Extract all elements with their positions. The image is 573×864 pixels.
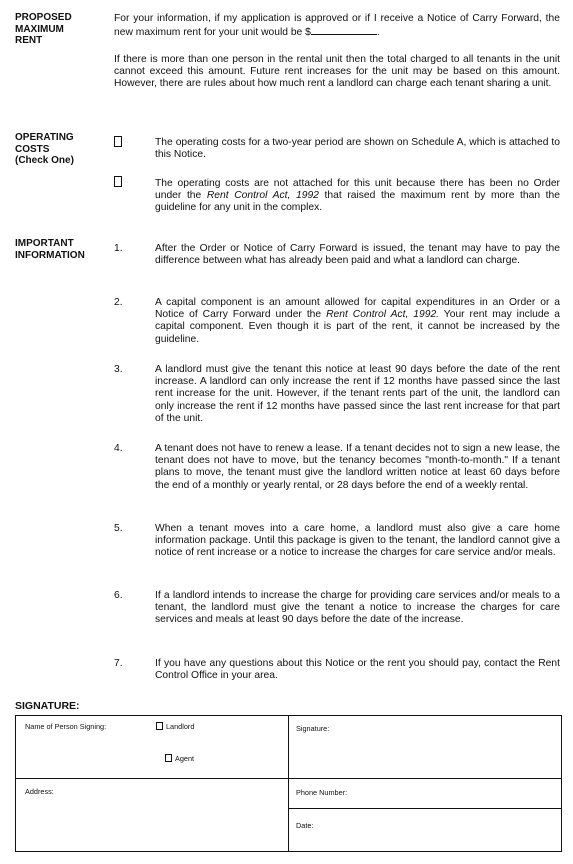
item-number: 1. [114, 243, 123, 254]
item-number: 7. [114, 658, 123, 669]
item-number: 2. [114, 297, 123, 308]
info-item-4: A tenant does not have to renew a lease. If a tenant decides not to sign a new lease, the tenant does not have to move, but the tenancy becomes "month-to-month." If a tenant plans to move, the tenant must give the landlord written notice at least 60 days before the end of a monthly or yearly rental, or 28 days before the end of a weekly rental. [155, 443, 560, 491]
not-attached-checkbox[interactable] [114, 176, 122, 187]
schedule-a-checkbox[interactable] [114, 136, 122, 147]
info-item-5: When a tenant moves into a care home, a landlord must also give a care home information package. Until this package is given to the tenant, the landlord cannot give a notice of rent increase or a notice to increase the charges for care service and/or meals. [155, 523, 560, 559]
operating-option-1-text: The operating costs for a two-year period are shown on Schedule A, which is attached to this Notice. [155, 137, 560, 161]
signature-field-label[interactable]: Signature: [296, 724, 330, 733]
act-title: Rent Control Act, 1992. [326, 309, 440, 321]
option-2-text-b: that raised the maximum rent by more than the guideline for any unit in the complex. [155, 190, 560, 214]
name-signing-label: Name of Person Signing: [25, 722, 107, 731]
item-2-text-a: A capital component is an amount allowed for capital expenditures in an Order or a Notice of Carry Forward under the [155, 297, 560, 321]
operating-costs-label [15, 132, 74, 167]
multi-tenant-paragraph: If there is more than one person in the rental unit then the total charged to all tenants in the unit cannot exceed this amount. Future rent increases for the unit may be based on this amount. However, there are rules about how much rent a landlord can charge each tenant sharing a unit. [114, 54, 560, 90]
signature-table [15, 715, 562, 852]
agent-option[interactable] [165, 754, 194, 763]
label-line: RENT [15, 35, 43, 46]
check-one-label: (Check One) [15, 155, 74, 166]
info-item-2 [155, 297, 560, 346]
option-2-text-a: The operating costs are not attached for this unit because there has been no Order under the [155, 178, 560, 202]
label-line: INFORMATION [15, 249, 85, 261]
proposed-rent-amount-blank[interactable] [311, 25, 377, 35]
info-item-3: A landlord must give the tenant this notice at least 90 days before the date of the rent increase. A landlord can only increase the rent if 12 months have passed since the last rent increase for the unit. However, if the tenant rents part of the unit, the landlord can only increase the rent if 12 months have passed since the last rent increase for that part of the unit. [155, 364, 560, 424]
phone-field-label[interactable]: Phone Number: [296, 788, 348, 797]
info-item-7: If you have any questions about this Notice or the rent you should pay, contact the Rent Control Office in your area. [155, 658, 560, 682]
agent-checkbox[interactable] [165, 754, 172, 762]
act-title: Rent Control Act, 1992 [206, 190, 319, 202]
date-field-label[interactable]: Date: [296, 821, 314, 830]
label-line: IMPORTANT [15, 238, 74, 249]
item-number: 6. [114, 590, 123, 601]
landlord-checkbox[interactable] [156, 722, 163, 730]
label-line: PROPOSED [15, 12, 72, 23]
item-number: 3. [114, 364, 123, 375]
item-number: 4. [114, 443, 123, 454]
phone-date-divider [288, 808, 562, 809]
agent-label: Agent [175, 754, 195, 763]
operating-option-2-text [155, 178, 560, 215]
item-number: 5. [114, 523, 123, 534]
label-line: MAXIMUM [15, 23, 64, 35]
address-field-label[interactable]: Address: [25, 787, 54, 796]
column-divider [288, 716, 289, 851]
proposed-rent-period: . [376, 27, 380, 39]
landlord-label: Landlord [166, 722, 195, 731]
info-item-6: If a landlord intends to increase the charge for providing care services and/or meals to a tenant, the landlord must give the tenant a notice to increase the charges for care services and meals at least 90 days before the date of the increase. [155, 590, 560, 626]
signature-heading: SIGNATURE: [15, 700, 80, 712]
info-item-1: After the Order or Notice of Carry Forward is issued, the tenant may have to pay the difference between what has already been paid and what a landlord can charge. [155, 243, 560, 267]
proposed-rent-paragraph [114, 13, 560, 39]
proposed-rent-text: For your information, if my application is approved or if I receive a Notice of Carry Forward, the new maximum rent for your unit would be $ [114, 13, 560, 39]
label-line: COSTS [15, 143, 50, 155]
row-divider [16, 778, 561, 779]
landlord-option[interactable] [156, 722, 194, 731]
label-line: OPERATING [15, 132, 74, 143]
proposed-max-rent-label [15, 12, 72, 47]
item-2-text-b: Your rent may include a capital component. Even though it is part of the rent, it cannot be increased by the guideline. [155, 309, 560, 345]
important-info-label [15, 238, 85, 261]
